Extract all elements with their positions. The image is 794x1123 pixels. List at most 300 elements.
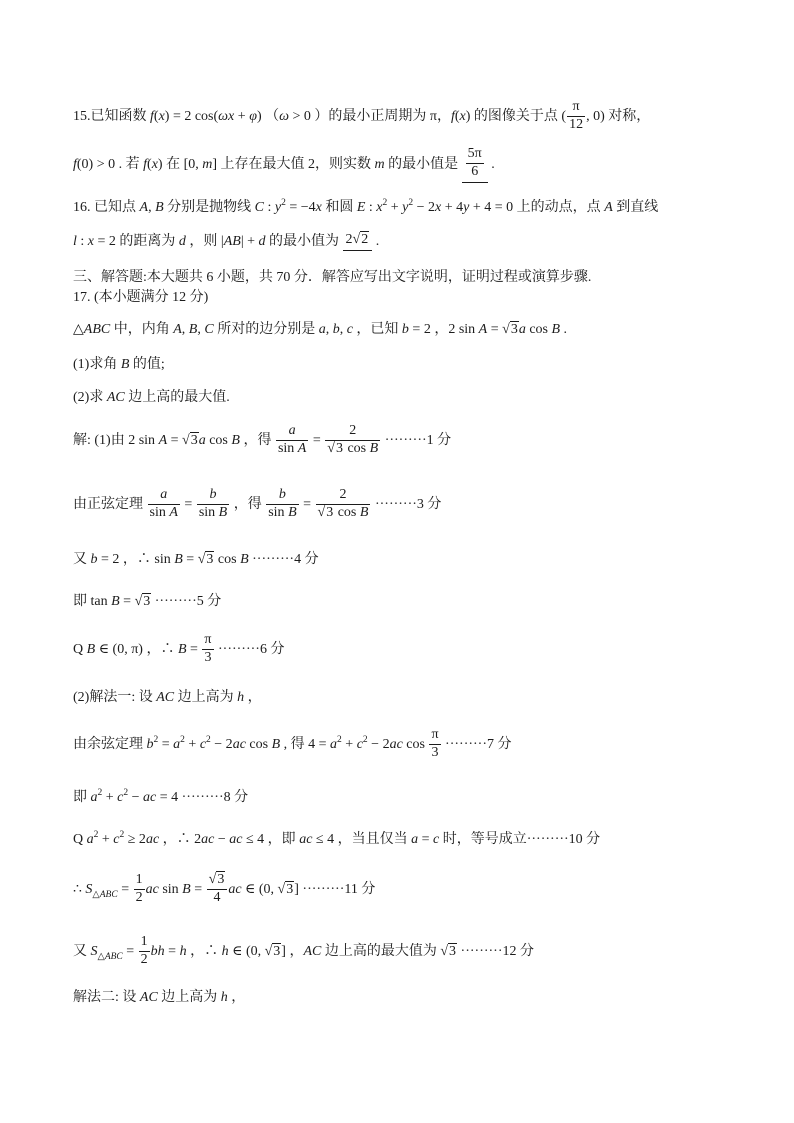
text-run: sin — [268, 505, 289, 521]
math-variable: f — [143, 157, 148, 172]
text-run: sin — [198, 505, 219, 521]
text-run: 又 — [73, 552, 91, 567]
text-run: 2 — [349, 423, 357, 439]
fraction — [148, 487, 180, 522]
text-run: = 2 的距离为 — [94, 234, 179, 249]
text-run: sin — [158, 882, 183, 897]
text-run: ·········12 分 — [457, 944, 535, 959]
fraction — [202, 632, 213, 667]
math-variable: ac — [229, 832, 243, 847]
math-variable: x — [315, 200, 322, 215]
text-run: △ — [73, 322, 84, 337]
math-variable: B — [218, 505, 228, 521]
math-variable: S — [85, 882, 93, 897]
text-run: (0) > 0 . 若 — [76, 157, 144, 172]
text-run: , — [339, 322, 347, 337]
text-run: 4 — [213, 890, 221, 906]
math-variable: d — [258, 234, 266, 249]
math-variable: A — [478, 322, 488, 337]
text-run: + — [184, 737, 200, 752]
math-variable: a — [288, 423, 296, 439]
math-variable: x — [87, 234, 94, 249]
text-run: 6 — [471, 164, 479, 180]
superscript: 2 — [123, 788, 129, 798]
fraction-denominator — [266, 504, 298, 522]
text-run: ·········1 分 — [381, 433, 452, 448]
text-run: ] ， — [281, 944, 304, 959]
math-variable: B — [231, 433, 240, 448]
text-run: = — [180, 497, 196, 512]
text-run: + — [98, 832, 114, 847]
math-variable: x — [151, 157, 158, 172]
text-run: ，∴ — [186, 944, 222, 959]
math-variable: A — [158, 433, 168, 448]
math-variable: ac — [145, 882, 159, 897]
text-run: Q — [73, 832, 87, 847]
text-run: − 2 — [367, 737, 390, 752]
text-run: ( — [147, 157, 152, 172]
text-run: 2√ — [345, 232, 361, 248]
math-variable: B — [271, 737, 281, 752]
math-variable: x — [158, 109, 165, 124]
text-run: − 2 — [413, 200, 436, 215]
text-run: = √ — [119, 594, 143, 609]
text-run: , 0) 对称， — [586, 109, 651, 124]
text-run: = 4 ·········8 分 — [156, 790, 249, 805]
math-variable: A — [139, 200, 149, 215]
text-run: 即 tan — [73, 594, 112, 609]
text-run: , — [197, 322, 205, 337]
math-variable: AC — [156, 690, 175, 705]
math-variable: A — [604, 200, 613, 215]
math-variable: y — [463, 200, 470, 215]
math-variable: A — [297, 441, 307, 457]
subscript — [92, 890, 117, 900]
text-run: + — [387, 200, 403, 215]
sqrt-radicand — [360, 231, 369, 247]
math-variable: b — [209, 487, 217, 503]
fraction-numerator — [139, 934, 150, 951]
text-run: 3 — [273, 944, 281, 959]
fraction — [197, 487, 229, 522]
superscript: 2 — [180, 735, 185, 745]
text-run: 3 — [431, 745, 439, 761]
text-run: 的最小值为 — [265, 234, 343, 249]
math-variable: B — [182, 882, 191, 897]
math-variable: E — [356, 200, 366, 215]
solution-method-1 — [73, 676, 262, 720]
math-variable: h — [179, 944, 187, 959]
text-run: 中，内角 — [110, 322, 174, 337]
superscript: 2 — [337, 735, 342, 745]
text-run: cos — [334, 505, 360, 521]
math-variable: A — [169, 505, 178, 521]
text-run: + 4 — [441, 200, 464, 215]
superscript: 2 — [281, 198, 286, 208]
text-run: ，得 — [239, 433, 275, 448]
fraction-numerator — [197, 487, 229, 504]
math-variable: AB — [223, 234, 241, 249]
text-run: 17. (本小题满分 12 分) — [73, 290, 209, 305]
sqrt-radicand — [510, 321, 519, 337]
fraction-denominator — [148, 504, 180, 522]
text-run: + — [341, 737, 357, 752]
text-run: 边上高的最大值为 √ — [321, 944, 449, 959]
math-variable: a — [198, 433, 206, 448]
text-run: ，∴ 2 — [159, 832, 202, 847]
solution-line-4 — [73, 580, 221, 624]
fraction — [466, 146, 484, 181]
math-variable: a — [518, 322, 526, 337]
text-run: 的最小值是 — [384, 157, 462, 172]
math-variable: x — [459, 109, 466, 124]
text-run: = — [158, 737, 174, 752]
answer-underline — [462, 146, 488, 183]
text-run: = — [164, 944, 180, 959]
math-variable: C — [204, 322, 214, 337]
text-run: 又 — [73, 944, 91, 959]
text-run: ∈ (0, √ — [241, 882, 286, 897]
text-run: 3 — [190, 433, 198, 448]
math-variable: h — [221, 944, 229, 959]
fraction-denominator — [567, 116, 585, 134]
math-variable: h — [220, 990, 228, 1005]
superscript: 2 — [93, 830, 99, 840]
math-variable: m — [374, 157, 385, 172]
math-variable: S — [90, 944, 98, 959]
text-run: + — [102, 790, 118, 805]
text-run: = — [190, 882, 206, 897]
math-variable: a — [90, 790, 98, 805]
text-run: ] ·········11 分 — [294, 882, 376, 897]
fraction-numerator — [266, 487, 298, 504]
text-run: sin — [149, 505, 170, 521]
math-variable: c — [346, 322, 353, 337]
text-run: 由余弦定理 — [73, 737, 147, 752]
math-variable: c — [356, 737, 363, 752]
fraction — [134, 872, 145, 907]
text-run: : — [76, 234, 88, 249]
fraction — [266, 487, 298, 522]
math-variable: m — [202, 157, 213, 172]
text-run: ·········6 分 — [214, 642, 285, 657]
fraction-denominator — [134, 889, 145, 907]
fraction — [316, 487, 371, 522]
math-variable: a — [318, 322, 326, 337]
solution-method-2 — [73, 976, 245, 1020]
math-variable: c — [199, 737, 207, 752]
math-variable: c — [113, 832, 120, 847]
text-run: 即 — [73, 790, 91, 805]
text-run: . — [372, 234, 380, 249]
text-run: + 4 = 0 上的动点，点 — [469, 200, 605, 215]
sqrt-radicand — [190, 432, 199, 448]
text-run: 3 — [206, 552, 214, 567]
math-variable: ac — [299, 832, 313, 847]
text-run: 和圆 — [321, 200, 357, 215]
math-variable: B — [155, 200, 164, 215]
text-run: 所对的边分别是 — [213, 322, 319, 337]
text-run: cos — [245, 737, 272, 752]
text-run: 解法二: 设 — [73, 990, 140, 1005]
text-run: 2 — [339, 487, 347, 503]
superscript: 2 — [362, 735, 368, 745]
text-run: − — [214, 832, 230, 847]
text-run: 1 — [140, 934, 148, 950]
text-run: > 0 ）的最小正周期为 π， — [289, 109, 451, 124]
text-run: 边上高的最大值. — [124, 390, 230, 405]
text-run: cos — [402, 737, 429, 752]
math-variable: c — [433, 832, 440, 847]
text-run: = √ — [167, 433, 190, 448]
text-run: 2 — [135, 890, 143, 906]
math-variable: bh — [150, 944, 165, 959]
text-run: = — [309, 433, 325, 448]
math-variable: ωx — [218, 109, 235, 124]
math-variable: AC — [106, 390, 125, 405]
math-variable: C — [254, 200, 264, 215]
math-variable: ABC — [99, 890, 118, 900]
math-variable: B — [120, 357, 130, 372]
text-run: (1)求角 — [73, 357, 121, 372]
sqrt-radicand — [285, 881, 294, 897]
text-run: = √ — [487, 322, 510, 337]
text-run: 5π — [467, 146, 482, 162]
solution-line-11 — [73, 930, 534, 974]
text-run: ， — [227, 990, 246, 1005]
text-run: = — [186, 642, 202, 657]
fraction-denominator — [466, 163, 484, 181]
sqrt-radicand — [335, 440, 344, 456]
superscript: 2 — [119, 830, 125, 840]
text-run: ·········4 分 — [248, 552, 319, 567]
text-run: cos — [343, 441, 370, 457]
text-run: 分别是抛物线 — [163, 200, 255, 215]
solution-line-10 — [73, 868, 375, 912]
text-run: = 2 ，2 sin — [408, 322, 479, 337]
fraction-numerator — [325, 423, 380, 440]
text-run: , — [325, 322, 333, 337]
q17-question-2 — [73, 376, 230, 420]
fraction-denominator — [202, 649, 213, 667]
text-run: = −4 — [285, 200, 316, 215]
fraction — [567, 99, 585, 134]
text-run: . — [560, 322, 568, 337]
math-variable: ac — [143, 790, 157, 805]
text-run: , — [181, 322, 189, 337]
text-run: Q — [73, 642, 87, 657]
solution-line-1 — [73, 419, 451, 463]
fraction-denominator — [316, 504, 371, 522]
text-run: ( — [153, 109, 159, 124]
text-run: 1 — [135, 872, 143, 888]
text-run: − 2 — [210, 737, 233, 752]
math-variable: f — [150, 109, 154, 124]
sqrt-radicand — [272, 943, 281, 959]
text-run: 3 — [449, 944, 457, 959]
fraction-numerator — [276, 423, 308, 440]
math-variable: x — [376, 200, 383, 215]
text-run: ·········3 分 — [371, 497, 442, 512]
math-variable: AC — [139, 990, 158, 1005]
math-variable: ω — [279, 109, 289, 124]
fraction-numerator — [429, 727, 440, 744]
superscript: 2 — [206, 735, 211, 745]
math-variable: B — [240, 552, 249, 567]
math-variable: φ — [249, 109, 257, 124]
fraction-numerator — [134, 872, 145, 889]
text-run: 的值; — [129, 357, 165, 372]
fraction-numerator — [466, 146, 484, 163]
text-run: | + — [240, 234, 259, 249]
text-run: ≤ 4 ，当且仅当 — [312, 832, 412, 847]
math-variable: x — [435, 200, 442, 215]
math-variable: ac — [389, 737, 403, 752]
text-run: √ — [317, 505, 326, 521]
text-run: (2)求 — [73, 390, 107, 405]
text-run: 16. 已知点 — [73, 200, 140, 215]
text-run: ≤ 4 ，即 — [242, 832, 300, 847]
sqrt-radicand — [216, 871, 225, 887]
sqrt-radicand — [142, 593, 151, 609]
text-run: , 得 4 = — [280, 737, 331, 752]
fraction-denominator — [325, 440, 380, 458]
fraction-denominator — [276, 440, 308, 458]
text-run: π — [572, 99, 580, 115]
text-run: ·········5 分 — [151, 594, 222, 609]
math-variable: B — [369, 441, 379, 457]
math-variable: d — [178, 234, 186, 249]
subscript — [98, 952, 123, 962]
math-variable: a — [173, 737, 181, 752]
text-run: ) （ — [256, 109, 280, 124]
text-run: (2)解法一: 设 — [73, 690, 157, 705]
math-variable: ac — [232, 737, 246, 752]
text-run: 3 — [286, 882, 294, 897]
fraction-numerator — [316, 487, 371, 504]
text-run: 12 — [569, 117, 584, 133]
text-run: 到直线 — [612, 200, 659, 215]
math-variable: ABC — [83, 322, 111, 337]
text-run: ≥ 2 — [124, 832, 146, 847]
fraction-denominator — [197, 504, 229, 522]
text-run: = 2 ，∴ sin — [97, 552, 175, 567]
text-run: ( — [454, 109, 460, 124]
fraction — [429, 727, 440, 762]
text-run: ∈ (0, π) ，∴ — [95, 642, 178, 657]
text-run: = — [122, 944, 138, 959]
solution-line-5 — [73, 628, 284, 672]
math-variable: a — [330, 737, 338, 752]
fraction — [325, 423, 380, 458]
math-variable: h — [237, 690, 245, 705]
text-run: π — [204, 632, 212, 648]
text-run: ∴ — [73, 882, 86, 897]
fraction — [207, 872, 228, 907]
text-run: : — [365, 200, 377, 215]
text-run: ，已知 — [352, 322, 402, 337]
answer-underline — [343, 232, 373, 251]
text-run: 15.已知函数 — [73, 109, 150, 124]
math-variable: ac — [145, 832, 160, 847]
text-run: = — [299, 497, 315, 512]
math-variable: b — [146, 737, 154, 752]
math-variable: AC — [303, 944, 322, 959]
text-run: . — [487, 157, 495, 172]
superscript: 2 — [408, 198, 414, 208]
math-variable: f — [450, 109, 455, 124]
sqrt-radicand — [325, 504, 334, 520]
fraction-denominator — [207, 889, 228, 907]
math-variable: B — [359, 505, 369, 521]
text-run: ) 在 [0, — [157, 157, 203, 172]
text-run: ，得 — [230, 497, 266, 512]
superscript: 2 — [153, 735, 159, 745]
text-run: ·········7 分 — [441, 737, 512, 752]
fraction-denominator — [429, 744, 440, 762]
q15-line-2 — [73, 143, 495, 187]
text-run: = √ — [182, 552, 206, 567]
text-run: cos — [214, 552, 241, 567]
fraction-numerator — [148, 487, 180, 504]
math-variable: l — [73, 234, 77, 249]
superscript: 2 — [382, 198, 388, 208]
text-run: 3 — [217, 872, 225, 888]
math-variable: b — [401, 322, 409, 337]
text-run: cos — [205, 433, 232, 448]
math-variable: f — [73, 157, 77, 172]
text-run: △ — [97, 952, 105, 962]
text-run: ] 上存在最大值 2，则实数 — [212, 157, 375, 172]
solution-line-8 — [73, 776, 248, 820]
text-run: : — [263, 200, 275, 215]
text-run: 三、解答题:本大题共 6 小题，共 70 分．解答应写出文字说明，证明过程或演算步骤. — [73, 270, 592, 285]
math-variable: B — [288, 505, 297, 521]
math-variable: B — [174, 552, 183, 567]
math-variable: c — [117, 790, 124, 805]
math-variable: y — [402, 200, 409, 215]
math-variable: b — [332, 322, 340, 337]
math-variable: a — [411, 832, 419, 847]
solution-line-7 — [73, 723, 512, 767]
math-variable: B — [551, 322, 561, 337]
math-variable: B — [188, 322, 198, 337]
fraction — [276, 423, 308, 458]
text-run: 3 — [204, 650, 212, 666]
text-run: 3 — [143, 594, 151, 609]
text-run: √ — [208, 872, 217, 888]
fraction-denominator — [139, 951, 150, 969]
text-run: 2 — [361, 232, 369, 248]
text-run: 时，等号成立·········10 分 — [439, 832, 601, 847]
math-variable: B — [86, 642, 96, 657]
q15-line-1 — [73, 95, 650, 139]
text-run: , — [148, 200, 156, 215]
math-variable: b — [90, 552, 98, 567]
superscript: 2 — [97, 788, 103, 798]
fraction — [139, 934, 150, 969]
text-run: = — [117, 882, 133, 897]
text-run: π — [431, 727, 439, 743]
math-variable: ac — [201, 832, 215, 847]
fraction-numerator — [202, 632, 213, 649]
math-variable: y — [274, 200, 282, 215]
math-variable: A — [173, 322, 182, 337]
text-run: ) 的图像关于点 ( — [465, 109, 567, 124]
text-run: 2 — [140, 952, 148, 968]
text-run: 3 — [335, 441, 343, 457]
text-run: 解: (1)由 2 sin — [73, 433, 159, 448]
